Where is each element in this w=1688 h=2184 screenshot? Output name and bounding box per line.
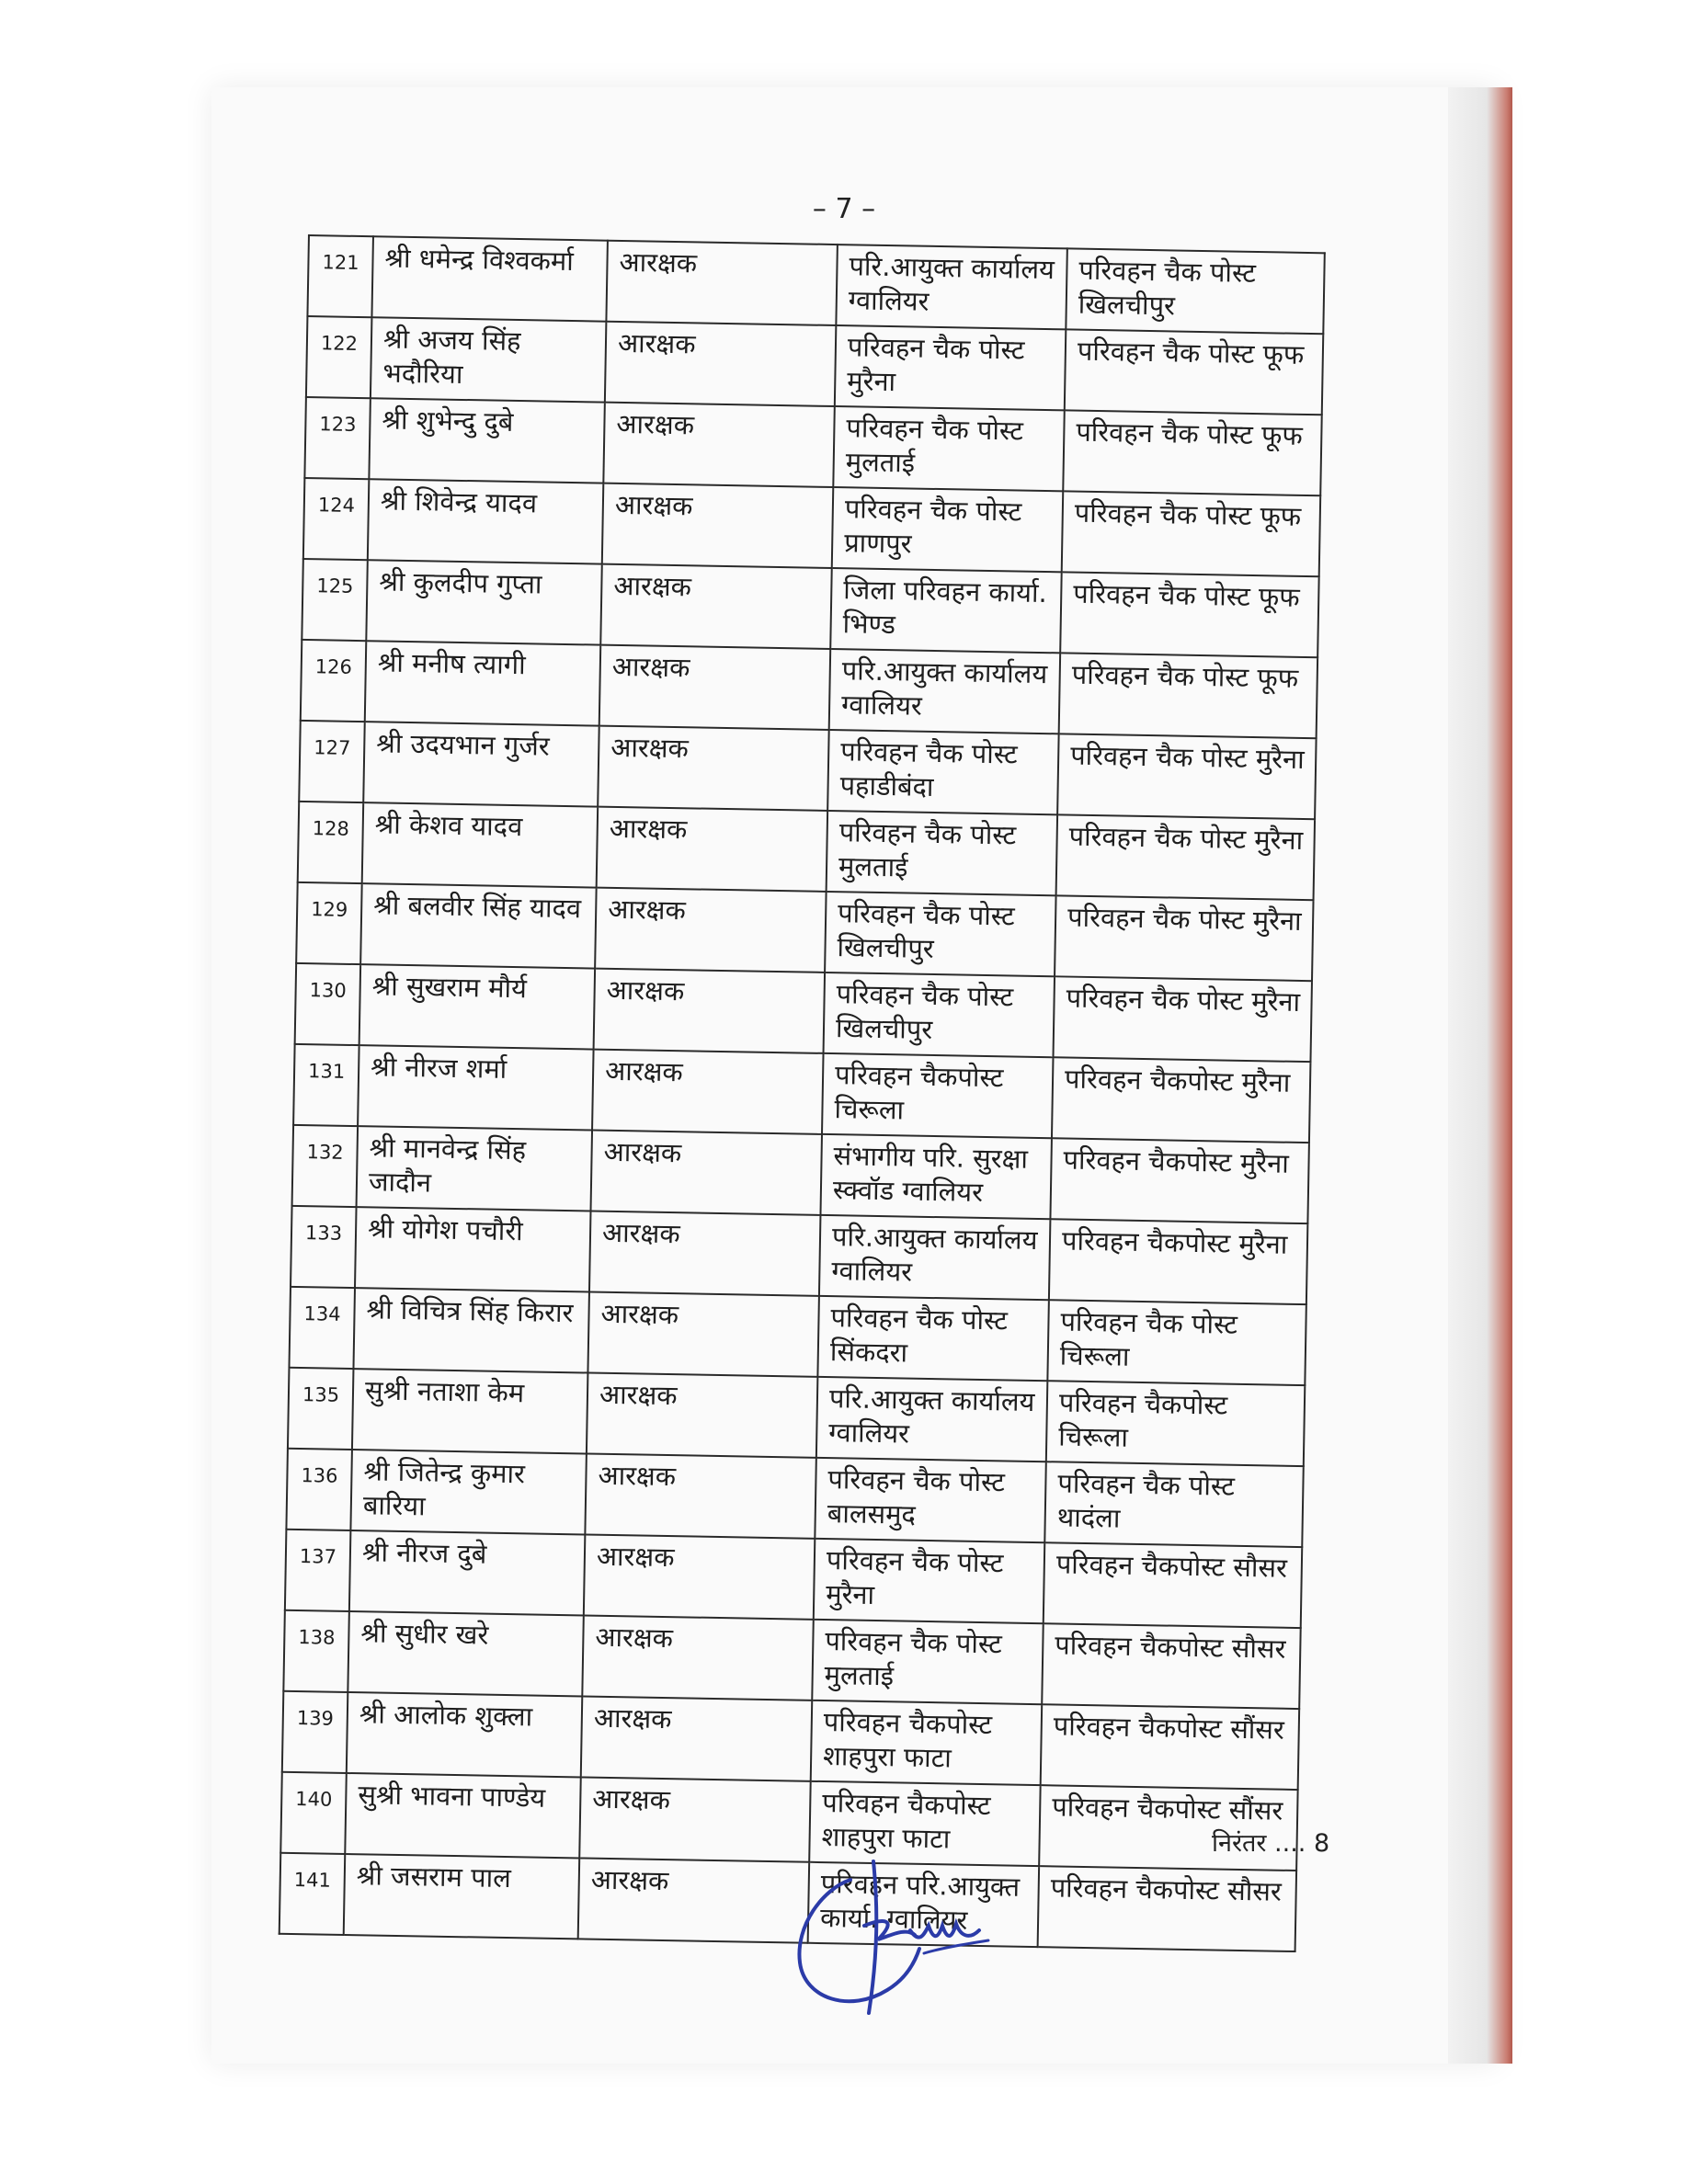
cell-name: श्री मानवेन्द्र सिंह जादौन	[357, 1126, 592, 1211]
cell-from: परिवहन चैक पोस्ट मुलताई	[833, 406, 1064, 491]
cell-from: परिवहन चैक पोस्ट सिंकदरा	[817, 1296, 1048, 1381]
cell-from: परिवहन चैकपोस्ट शाहपुरा फाटा	[811, 1701, 1042, 1785]
cell-from: परिवहन चैक पोस्ट प्राणपुर	[832, 487, 1063, 572]
cell-name: श्री सुखराम मौर्य	[359, 964, 595, 1049]
cell-post: आरक्षक	[606, 241, 837, 325]
cell-name: श्री केशव यादव	[362, 802, 598, 887]
cell-name: श्री धमेन्द्र विश्वकर्मा	[371, 236, 607, 321]
cell-to: परिवहन चैक पोस्ट मुरैना	[1055, 895, 1313, 981]
cell-name: श्री कुलदीप गुप्ता	[366, 560, 601, 644]
cell-to: परिवहन चैकपोस्ट सौसर	[1038, 1866, 1296, 1951]
cell-post: आरक्षक	[579, 1777, 810, 1861]
cell-from: परिवहन चैक पोस्ट मुलताई	[827, 811, 1057, 895]
cell-sn: 131	[293, 1044, 359, 1126]
cell-from: परि.आयुक्त कार्यालय ग्वालियर	[819, 1215, 1050, 1300]
cell-to: परिवहन चैकपोस्ट मुरैना	[1052, 1057, 1310, 1143]
cell-to: परिवहन चैक पोस्ट फूफ	[1060, 572, 1318, 657]
cell-sn: 129	[296, 882, 362, 964]
cell-sn: 130	[295, 963, 361, 1045]
cell-sn: 133	[291, 1206, 357, 1288]
cell-to: परिवहन चैक पोस्ट फूफ	[1062, 491, 1320, 576]
cell-to: परिवहन चैक पोस्ट फूफ	[1065, 329, 1323, 415]
cell-to: परिवहन चैक पोस्ट मुरैना	[1053, 976, 1311, 1062]
cell-name: श्री जसराम पाल	[344, 1854, 579, 1939]
cell-post: आरक्षक	[600, 564, 831, 649]
cell-sn: 124	[303, 478, 370, 560]
cell-post: आरक्षक	[585, 1453, 815, 1538]
cell-post: आरक्षक	[581, 1696, 812, 1780]
cell-name: श्री सुधीर खरे	[348, 1611, 583, 1696]
signature-icon	[786, 1852, 998, 2027]
cell-to: परिवहन चैकपोस्ट सौंसर	[1041, 1704, 1299, 1790]
cell-name: श्री शुभेन्दु दुबे	[369, 398, 604, 483]
cell-post: आरक्षक	[605, 322, 836, 406]
cell-sn: 121	[307, 235, 373, 317]
cell-post: आरक्षक	[582, 1615, 813, 1700]
cell-from: संभागीय परि. सुरक्षा स्क्वॉड ग्वालियर	[820, 1134, 1051, 1219]
cell-sn: 139	[282, 1691, 348, 1773]
cell-to: परिवहन चैक पोस्ट चिरूला	[1047, 1300, 1306, 1385]
cell-sn: 127	[299, 721, 365, 802]
cell-sn: 125	[302, 559, 368, 641]
cell-from: परि.आयुक्त कार्यालय ग्वालियर	[816, 1377, 1047, 1462]
cell-name: श्री शिवेन्द्र यादव	[368, 479, 603, 563]
cell-sn: 140	[280, 1772, 347, 1854]
cell-sn: 122	[306, 316, 372, 398]
cell-to: परिवहन चैक पोस्ट थादंला	[1044, 1462, 1303, 1547]
cell-sn: 126	[301, 640, 367, 722]
cell-from: परिवहन चैकपोस्ट चिरूला	[822, 1053, 1053, 1138]
cell-name: श्री विचित्र सिंह किरार	[353, 1288, 588, 1372]
cell-name: श्री नीरज शर्मा	[358, 1045, 593, 1130]
cell-from: परिवहन चैक पोस्ट बालसमुद	[815, 1458, 1045, 1542]
page-number: – 7 –	[812, 193, 876, 225]
cell-post: आरक्षक	[589, 1211, 820, 1296]
cell-from: परिवहन परि.आयुक्त कार्या. ग्वालियर	[808, 1862, 1039, 1947]
cell-sn: 128	[298, 802, 364, 883]
cell-post: आरक्षक	[598, 726, 828, 811]
cell-post: आरक्षक	[587, 1292, 818, 1377]
cell-name: श्री मनीष त्यागी	[365, 641, 600, 725]
cell-from: परिवहन चैक पोस्ट खिलचीपुर	[824, 973, 1055, 1057]
cell-to: परिवहन चैक पोस्ट मुरैना	[1056, 814, 1315, 900]
cell-post: आरक्षक	[591, 1131, 822, 1215]
cell-from: परिवहन चैक पोस्ट खिलचीपुर	[825, 892, 1055, 976]
cell-name: श्री आलोक शुक्ला	[347, 1692, 582, 1777]
cell-from: परिवहन चैक पोस्ट पहाडीबंदा	[827, 730, 1058, 814]
cell-from: परि.आयुक्त कार्यालय ग्वालियर	[836, 245, 1066, 329]
cell-from: परि.आयुक्त कार्यालय ग्वालियर	[829, 649, 1060, 734]
cell-sn: 132	[292, 1125, 359, 1207]
cell-to: परिवहन चैक पोस्ट फूफ	[1059, 653, 1317, 738]
cell-to: परिवहन चैकपोस्ट मुरैना	[1050, 1138, 1308, 1223]
cell-post: आरक्षक	[603, 403, 834, 487]
cell-sn: 135	[288, 1368, 354, 1450]
cell-to: परिवहन चैक पोस्ट फूफ	[1063, 410, 1321, 495]
cell-post: आरक्षक	[595, 888, 826, 973]
binder-cover-edge	[1448, 87, 1512, 2064]
cell-post: आरक्षक	[599, 645, 830, 730]
cell-name: श्री नीरज दुबे	[349, 1530, 585, 1615]
cell-post: आरक्षक	[594, 969, 825, 1053]
cell-to: परिवहन चैकपोस्ट सौंसर	[1039, 1785, 1297, 1871]
cell-name: सुश्री नताशा केम	[352, 1369, 587, 1453]
transfer-table	[279, 234, 1326, 1952]
cell-to: परिवहन चैकपोस्ट मुरैना	[1049, 1219, 1307, 1304]
transfer-table-body	[279, 235, 1325, 1951]
cell-sn: 138	[283, 1610, 349, 1692]
cell-post: आरक्षक	[578, 1858, 809, 1942]
cell-name: श्री जितेन्द्र कुमार बारिया	[350, 1450, 586, 1534]
cell-from: जिला परिवहन कार्या. भिण्ड	[830, 568, 1061, 653]
cell-from: परिवहन चैक पोस्ट मुलताई	[812, 1620, 1043, 1704]
cell-sn: 123	[304, 397, 371, 479]
cell-to: परिवहन चैक पोस्ट खिलचीपुर	[1066, 248, 1324, 334]
cell-to: परिवहन चैक पोस्ट मुरैना	[1057, 734, 1316, 819]
cell-from: परिवहन चैक पोस्ट मुरैना	[814, 1539, 1044, 1623]
cell-to: परिवहन चैकपोस्ट सौसर	[1042, 1623, 1300, 1709]
cell-name: सुश्री भावना पाण्डेय	[345, 1773, 580, 1858]
cell-post: आरक्षक	[597, 807, 827, 892]
cell-name: श्री उदयभान गुर्जर	[363, 722, 599, 806]
cell-post: आरक्षक	[602, 483, 833, 568]
cell-from: परिवहन चैकपोस्ट शाहपुरा फाटा	[809, 1781, 1040, 1866]
cell-to: परिवहन चैकपोस्ट सौसर	[1044, 1542, 1302, 1628]
cell-from: परिवहन चैक पोस्ट मुरैना	[835, 325, 1066, 410]
cell-to: परिवहन चैकपोस्ट चिरूला	[1046, 1381, 1305, 1466]
cell-post: आरक्षक	[587, 1373, 817, 1458]
cell-sn: 134	[289, 1287, 355, 1369]
cell-post: आरक्षक	[592, 1050, 823, 1134]
cell-name: श्री अजय सिंह भदौरिया	[371, 317, 606, 402]
cell-sn: 137	[285, 1530, 351, 1611]
continued-note: निरंतर .... 8	[1212, 1829, 1330, 1858]
cell-name: श्री योगेश पचौरी	[355, 1207, 590, 1291]
cell-post: आरक्षक	[584, 1534, 815, 1619]
cell-sn: 141	[279, 1853, 346, 1935]
cell-name: श्री बलवीर सिंह यादव	[360, 883, 596, 968]
cell-sn: 136	[286, 1449, 352, 1530]
